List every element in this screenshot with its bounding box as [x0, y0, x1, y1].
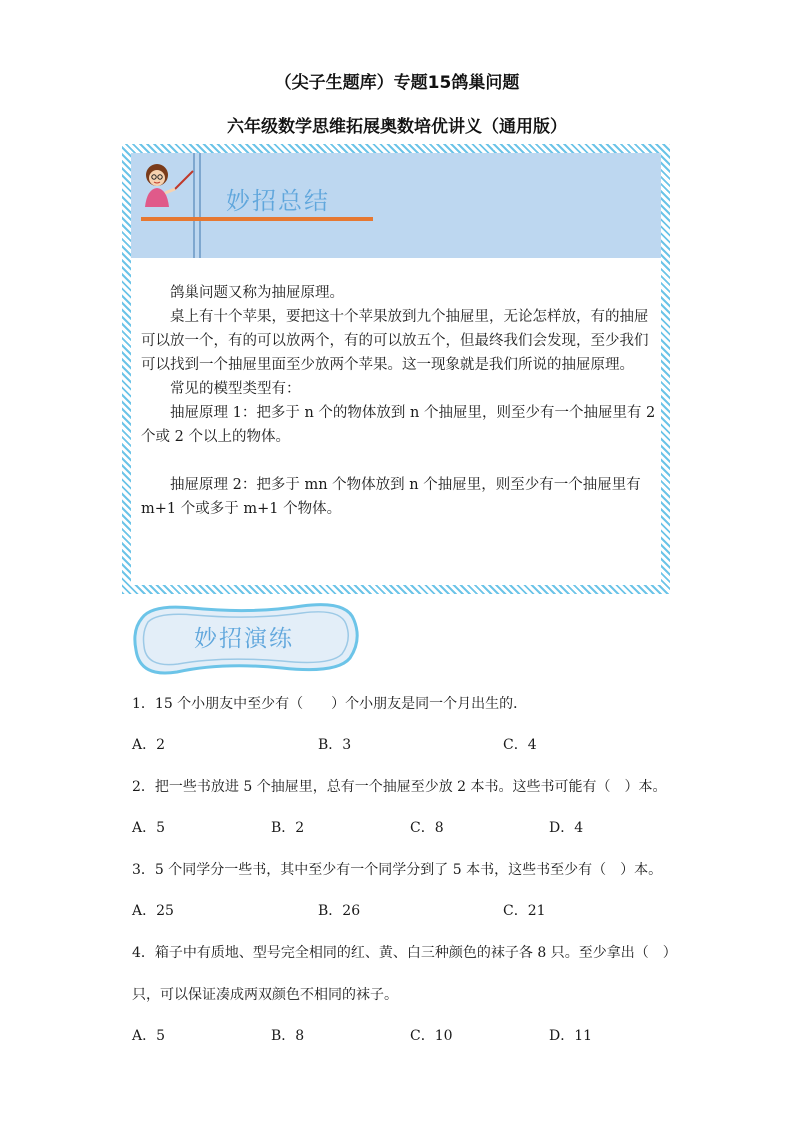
question-3: 3．5 个同学分一些书，其中至少有一个同学分到了 5 本书，这些书至少有（ ）本。	[132, 862, 663, 878]
document-title: （尖子生题库）专题15鸽巢问题	[274, 73, 520, 93]
summary-paragraph: 常见的模型类型有：	[170, 381, 301, 397]
option-4d[interactable]: D．11	[549, 1028, 593, 1044]
summary-paragraph: 抽屉原理 2：把多于 mn 个物体放到 n 个抽屉里，则至少有一个抽屉里有 m+1 个或多于 m+1 个物体。	[141, 477, 641, 517]
summary-paragraph: 抽屉原理 1：把多于 n 个的物体放到 n 个抽屉里，则至少有一个抽屉里有 2个或 2 个以上的物体。	[141, 405, 656, 445]
option-3c[interactable]: C．21	[503, 903, 546, 919]
summary-paragraph: 桌上有十个苹果，要把这十个苹果放到九个抽屉里，无论怎样放，有的抽屉可以放一个，有的可以放两个，有的可以放五个，但最终我们会发现，至少我们可以找到一个抽屉里面至少放两个苹果。这一现象就是我们所说的抽屉原理。	[141, 309, 649, 373]
header-divider	[199, 153, 201, 258]
option-1a[interactable]: A．2	[132, 737, 166, 753]
option-1b[interactable]: B．3	[318, 737, 352, 753]
summary-box	[122, 144, 670, 594]
question-4-line1: 4．箱子中有质地、型号完全相同的红、黄、白三种颜色的袜子各 8 只。至少拿出（ ）	[132, 945, 677, 961]
teacher-icon	[135, 157, 195, 217]
option-4c[interactable]: C．10	[410, 1028, 453, 1044]
option-2d[interactable]: D．4	[549, 820, 584, 836]
option-4a[interactable]: A．5	[132, 1028, 166, 1044]
option-3b[interactable]: B．26	[318, 903, 361, 919]
summary-heading: 妙招总结	[226, 187, 330, 215]
summary-inner	[131, 153, 661, 585]
option-2c[interactable]: C．8	[410, 820, 444, 836]
document-subtitle: 六年级数学思维拓展奥数培优讲义（通用版）	[227, 117, 567, 137]
option-1c[interactable]: C．4	[503, 737, 537, 753]
summary-paragraph: 鸽巢问题又称为抽屉原理。	[170, 285, 344, 301]
heading-underline	[141, 217, 373, 221]
option-3a[interactable]: A．25	[132, 903, 174, 919]
option-2b[interactable]: B．2	[271, 820, 305, 836]
question-2: 2．把一些书放进 5 个抽屉里，总有一个抽屉至少放 2 本书。这些书可能有（ ）本。	[132, 779, 667, 795]
option-2a[interactable]: A．5	[132, 820, 166, 836]
summary-header	[131, 153, 661, 258]
option-4b[interactable]: B．8	[271, 1028, 305, 1044]
practice-heading: 妙招演练	[194, 626, 294, 652]
summary-text	[141, 281, 659, 521]
question-4-line2: 只，可以保证凑成两双颜色不相同的袜子。	[132, 987, 398, 1003]
question-1: 1．15 个小朋友中至少有（ ）个小朋友是同一个月出生的．	[132, 696, 528, 712]
